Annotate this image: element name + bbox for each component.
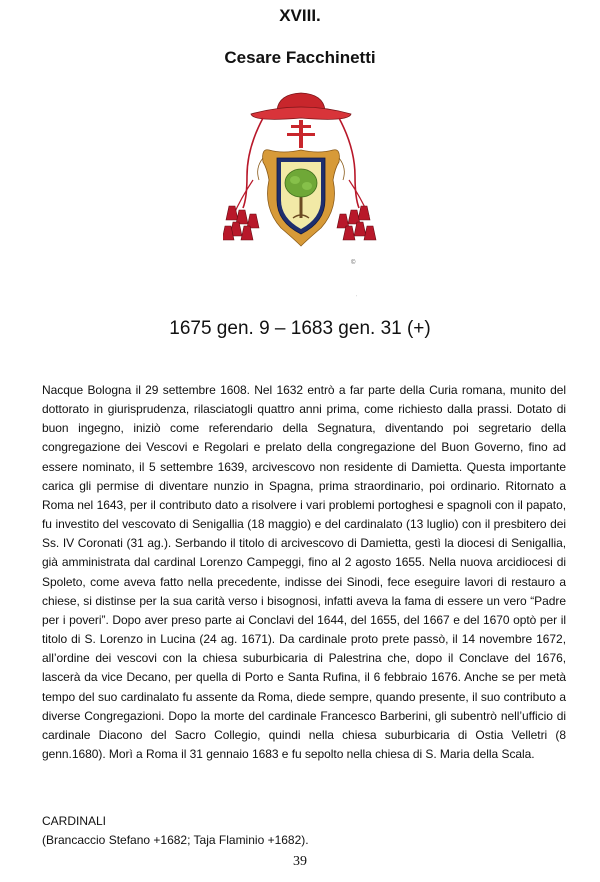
left-tassels (223, 206, 259, 240)
scan-speck: ˙ (356, 296, 358, 302)
tenure-dates: 1675 gen. 9 – 1683 gen. 31 (+) (169, 318, 431, 339)
cardinals-heading: CARDINALI (42, 814, 107, 828)
coat-of-arms-icon (223, 88, 379, 278)
galero-brim (251, 107, 351, 119)
right-tassels (337, 206, 376, 240)
patriarchal-cross (287, 120, 315, 148)
cardinal-name: Cesare Facchinetti (224, 48, 376, 67)
biography-paragraph: Nacque Bologna il 29 settembre 1608. Nel 1632 entrò a far parte della Curia romana, munito del dottorato in giurisprudenza, rilasciatogli quattro anni prima, come richiesto dalla prassi. Dotato di buon ingegno, iniziò come referendario della Segnatura, diventando poi segretario della congregazione dei Vescovi e Regolari e prelato della congregazione del Buon Governo, fino ad essere nominato, il 5 settembre 1639, arcivescovo non residente di Damietta. Questa importante carica gli permise di diventare nunzio in Spagna, prima straordinario, poi ordinario. Ritornato a Roma nel 1643, per il contributo dato a risolvere i vari problemi portoghesi e spagnoli con il papato, fu investito del vescovato di Senigallia (18 maggio) e del cardinalato (13 luglio) con il presbitero dei Ss. IV Coronati (31 ag.). Serbando il titolo di arcivescovo di Damietta, gestì la diocesi di Senigallia, già amministrata dal cardinal Lorenzo Campeggi, fino al 2 agosto 1655. Nella nuova arcidiocesi di Spoleto, come aveva fatto nella precedente, indisse dei Sinodi, fece eseguire lavori di restauro a chiese, si distinse per la sua carità verso i bisognosi, infatti aveva la fama di essere un vero “Padre per i poveri”. Dopo aver preso parte ai Conclavi del 1644, del 1655, del 1667 e del 1670 optò per il titolo di S. Lorenzo in Lucina (24 ag. 1671). Da cardinale proto prete passò, il 14 novembre 1672, all’ordine dei vescovi con la chiesa suburbicaria di Palestrina che, dopo il Conclave del 1676, lascerà da vice Decano, per quella di Porto e Santa Rufina, il 6 febbraio 1676. Anche se per metà tempo del suo cardinalato fu assente da Roma, diede sempre, quando presente, il suo contributo a diverse Congregazioni. Dopo la morte del cardinale Francesco Barberini, gli subentrò nell’ufficio di cardinale Diacono del Sacro Collegio, quindi nella chiesa suburbicaria di Ostia Velletri (8 genn.1680). Morì a Roma il 31 gennaio 1683 e fu sepolto nella chiesa di S. Maria della Scala. (42, 383, 566, 761)
svg-text:©: © (351, 260, 356, 266)
cardinals-list: (Brancaccio Stefano +1682; Taja Flaminio +1682). (42, 833, 309, 847)
page-number: 39 (293, 854, 307, 869)
section-numeral: XVIII. (279, 6, 321, 25)
